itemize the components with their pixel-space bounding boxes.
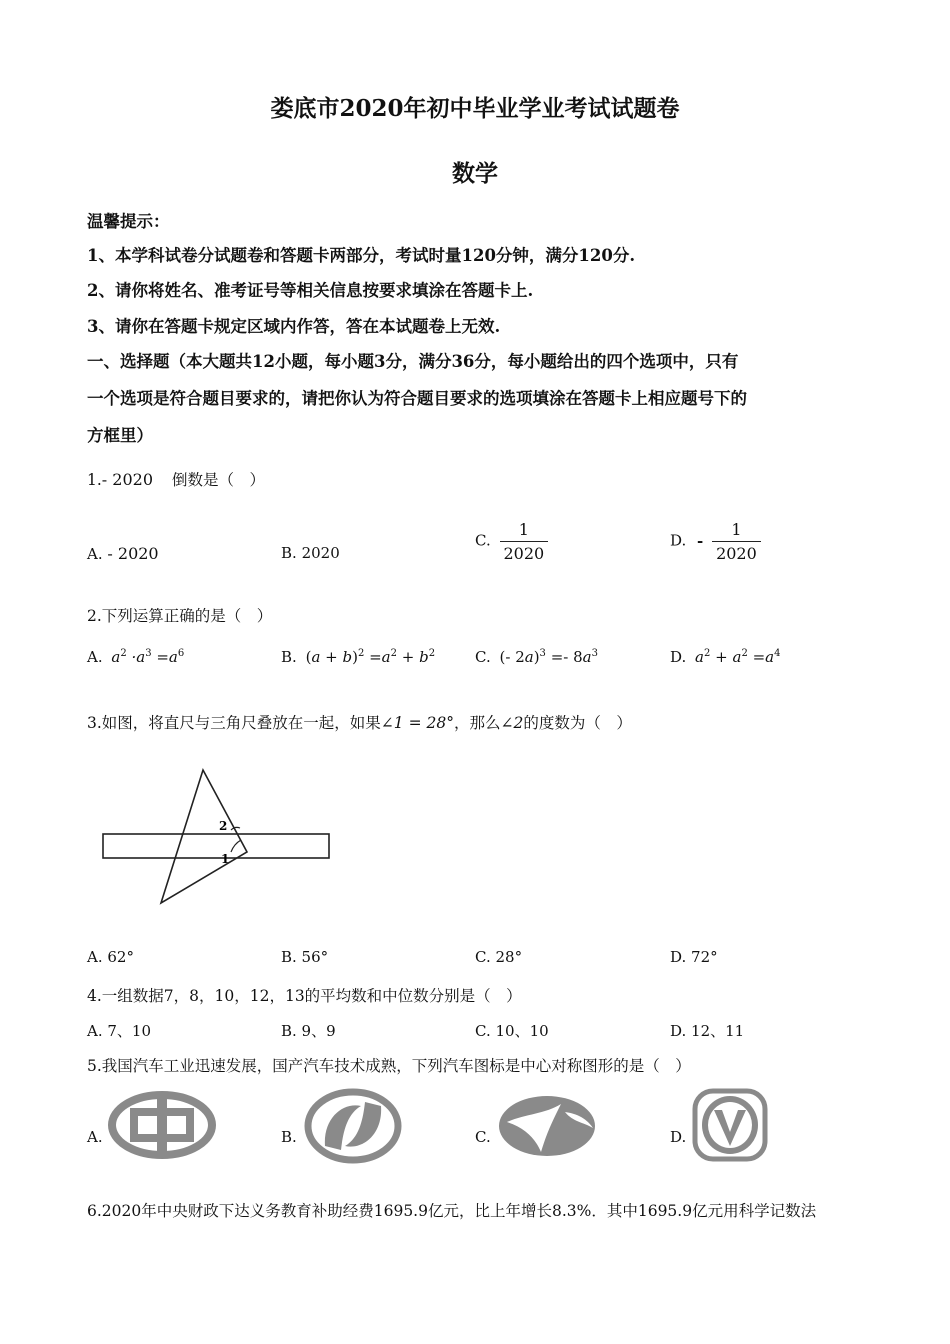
q1-option-c: C. $\frac{1}{2020}$ <box>475 520 548 563</box>
exam-subject: 数学 <box>452 160 498 187</box>
q2-option-c: C. (- $2a)^3 =- 8a^3$ <box>475 648 598 666</box>
section1-line-2: 一个选项是符合题目要求的，请把你认为符合题目要求的选项填涂在答题卡上相应题号下的 <box>87 389 747 408</box>
q1-option-d: D. - $\frac{1}{2020}$ <box>670 520 761 563</box>
q4-option-a: A. 7、10 <box>87 1022 151 1040</box>
q3-angle-1: ∠1 = 28° <box>380 714 454 732</box>
q3-option-b: B. 56° <box>281 948 329 966</box>
car-logo-c-icon <box>495 1092 599 1160</box>
ruler-triangle-figure <box>95 760 345 910</box>
q1-option-a: A. - 2020 <box>87 544 159 563</box>
q2-option-d: D. $a^2 + a^2 =a^4$ <box>670 648 781 666</box>
q2-option-b: B. $(a + b)^2 =a^2 + b^2$ <box>281 648 436 666</box>
q4-option-c: C. 10、10 <box>475 1022 549 1040</box>
question-5: 5.我国汽车工业迅速发展，国产汽车技术成熟，下列汽车图标是中心对称图形的是（ ） <box>87 1057 691 1075</box>
question-1 <box>87 468 265 490</box>
q5-option-a: A. <box>87 1128 103 1146</box>
question-4: 4.一组数据7，8，10，12，13的平均数和中位数分别是（ ） <box>87 987 522 1005</box>
tip-line-3: 3、请你在答题卡规定区域内作答，答在本试题卷上无效. <box>87 317 501 336</box>
tips-heading: 温馨提示： <box>87 212 170 231</box>
angle-1-label: 1 <box>221 852 230 866</box>
q1-expression: - 2020 <box>101 470 154 489</box>
q4-option-d: D. 12、11 <box>670 1022 745 1040</box>
q3-option-c: C. 28° <box>475 948 523 966</box>
q1-option-d-fraction: $\frac{1}{2020}$ <box>712 520 761 563</box>
q1-number: 1. <box>87 471 102 489</box>
exam-title: 娄底市2020年初中毕业学业考试试题卷 <box>270 95 680 122</box>
q2-option-a: A. $a^2 \cdot a^3 =a^6$ <box>87 648 185 666</box>
q1-option-b: B. 2020 <box>281 544 340 562</box>
ruler-rect <box>103 834 329 858</box>
question-6: 6.2020年中央财政下达义务教育补助经费1695.9亿元，比上年增长8.3%．其中1695.9亿元用科学记数法 <box>87 1202 817 1220</box>
q3-option-a: A. 62° <box>87 948 134 966</box>
section1-line-3: 方框里） <box>87 426 153 445</box>
q1-option-c-fraction: $\frac{1}{2020}$ <box>500 520 549 563</box>
q2-option-c-formula: (- $2a)^3 =- 8a^3$ <box>499 648 598 666</box>
q2-option-d-formula: $a^2 + a^2 =a^4$ <box>695 648 781 666</box>
q1-option-d-sign: - <box>697 531 704 550</box>
question-3: 3.如图，将直尺与三角尺叠放在一起，如果∠1 = 28°，那么∠2的度数为（ ） <box>87 714 632 732</box>
q3-option-d: D. 72° <box>670 948 718 966</box>
q5-option-b: B. <box>281 1128 297 1146</box>
car-logo-a-icon <box>108 1090 216 1160</box>
tip-line-1: 1、本学科试卷分试题卷和答题卡两部分，考试时量120分钟，满分120分. <box>87 246 636 265</box>
q1-option-a-value: - 2020 <box>107 544 159 563</box>
q2-option-a-formula: $a^2 \cdot a^3 =a^6$ <box>111 648 185 666</box>
question-2: 2.下列运算正确的是（ ） <box>87 607 273 625</box>
q4-option-b: B. 9、9 <box>281 1022 336 1040</box>
car-logo-d-icon <box>692 1088 768 1162</box>
angle-1-arc <box>231 840 241 852</box>
q1-text: 倒数是（ ） <box>171 471 265 489</box>
angle-2-label: 2 <box>219 819 228 833</box>
car-logo-b-icon <box>303 1088 403 1164</box>
q3-angle-2: ∠2 <box>500 714 524 732</box>
section1-line-1: 一、选择题（本大题共12小题，每小题3分，满分36分，每小题给出的四个选项中，只有 <box>87 352 739 371</box>
q2-option-b-formula: $(a + b)^2 =a^2 + b^2$ <box>305 648 436 666</box>
triangle-shape <box>161 770 247 903</box>
q5-option-c: C. <box>475 1128 491 1146</box>
q1-option-b-value: 2020 <box>301 544 340 562</box>
q5-option-d: D. <box>670 1128 687 1146</box>
tip-line-2: 2、请你将姓名、准考证号等相关信息按要求填涂在答题卡上. <box>87 281 534 300</box>
